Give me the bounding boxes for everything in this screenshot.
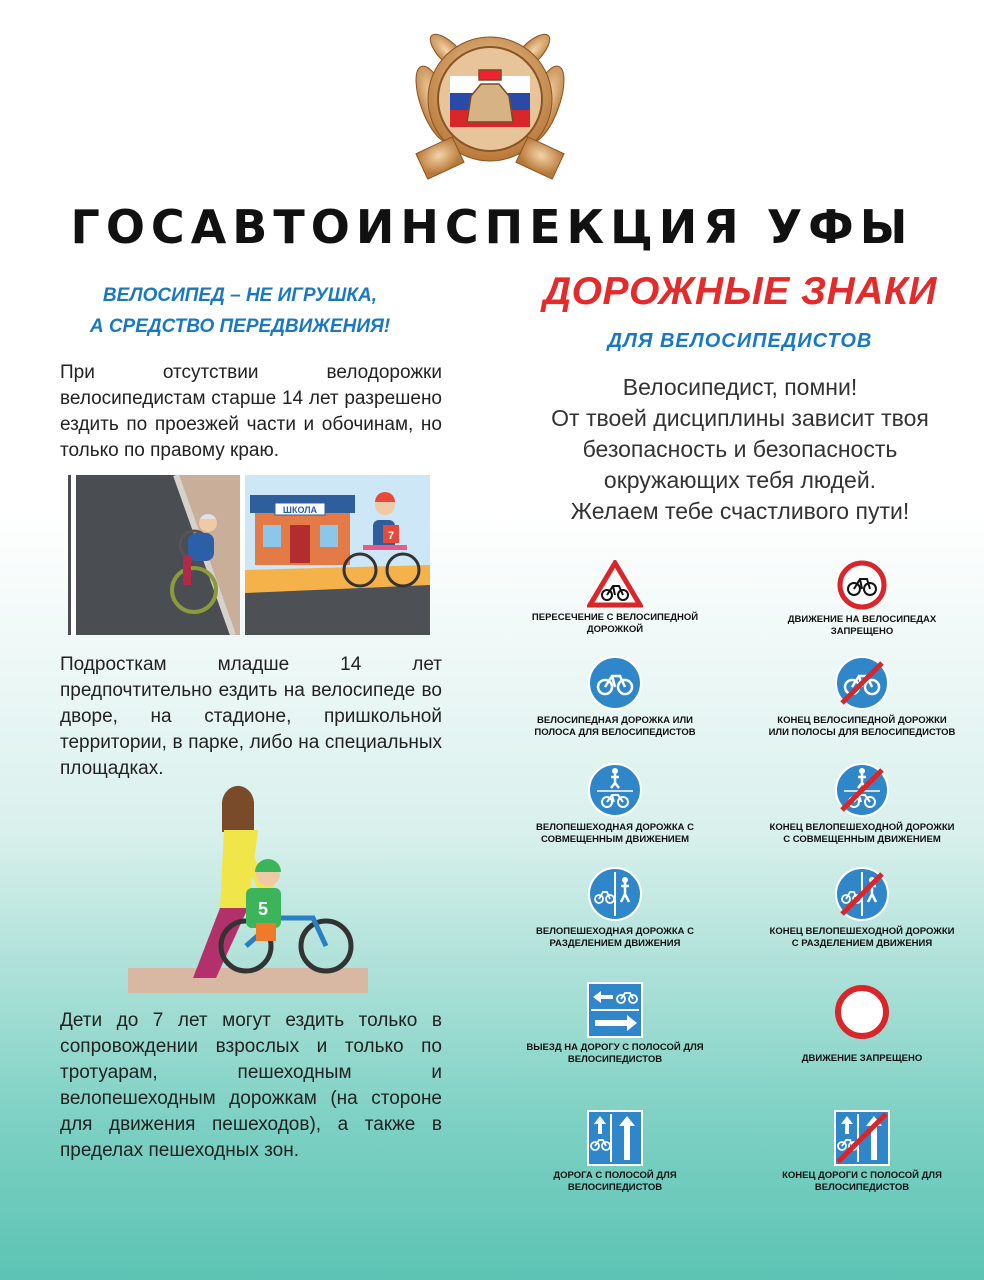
cyclist-on-road-illustration xyxy=(68,475,240,635)
motto-line-1: Велосипедист, помни! xyxy=(622,374,858,400)
school-cyclist-illustration xyxy=(245,475,430,635)
end-segregated-path-icon xyxy=(834,866,890,922)
segregated-path-icon xyxy=(587,866,643,922)
end-bicycle-path-icon xyxy=(834,655,890,711)
cyclist-number-5: 5 xyxy=(257,899,269,919)
sign-caption: ДВИЖЕНИЕ НА ВЕЛОСИПЕДАХ ЗАПРЕЩЕНО xyxy=(787,614,937,637)
road-signs-title: ДОРОЖНЫЕ ЗНАКИ xyxy=(543,270,937,313)
school-sign-text: ШКОЛА xyxy=(282,505,318,515)
lead-title-line-2: А СРЕДСТВО ПЕРЕДВИЖЕНИЯ! xyxy=(89,316,391,337)
agency-title: ГОСАВТОИНСПЕКЦИЯ УФЫ xyxy=(70,200,914,254)
shared-path-icon xyxy=(587,762,643,818)
sign-caption: КОНЕЦ ВЕЛОПЕШЕХОДНОЙ ДОРОЖКИ С СОВМЕЩЕННЫМ ДВИЖЕНИЕМ xyxy=(769,822,955,845)
bicycle-path-icon xyxy=(587,655,643,711)
cyclist-number-7: 7 xyxy=(387,530,395,542)
motto-line-4: окружающих тебя людей. xyxy=(603,467,877,493)
paragraph-under-7: Дети до 7 лет могут ездить только в сопровождении взрослых и только по тротуарам, пешеходным и велопешеходным дорожкам (на стороне для движения пешеходов), а также в пределах пешеходных зон. xyxy=(60,1010,442,1161)
no-entry-icon xyxy=(835,985,889,1039)
road-signs-subtitle: ДЛЯ ВЕЛОСИПЕДИСТОВ xyxy=(607,330,873,352)
parent-child-cyclist-illustration xyxy=(128,778,368,993)
sign-no-entry xyxy=(767,985,957,1065)
sign-caption: ВЕЛОСИПЕДНАЯ ДОРОЖКА ИЛИ ПОЛОСА ДЛЯ ВЕЛОСИПЕДИСТОВ xyxy=(534,715,696,738)
end-road-with-bike-lane-icon xyxy=(834,1110,890,1166)
cyclist-motto xyxy=(520,372,960,527)
sign-bicycle-crossing xyxy=(520,560,710,636)
lead-title xyxy=(40,280,440,342)
sign-end-segregated-path xyxy=(767,866,957,950)
sign-road-with-bike-lane xyxy=(520,1110,710,1194)
exit-to-bike-lane-road-icon xyxy=(587,982,643,1038)
sign-shared-path xyxy=(520,762,710,846)
paragraph-under-14: Подросткам младше 14 лет предпочтительно ездить на велосипеде во дворе, на стадионе, пришкольной территории, в парке, либо на специальных площадках. xyxy=(60,654,442,779)
sign-caption: ДОРОГА С ПОЛОСОЙ ДЛЯ ВЕЛОСИПЕДИСТОВ xyxy=(553,1170,677,1193)
sign-end-shared-path xyxy=(767,762,957,846)
road-with-bike-lane-icon xyxy=(587,1110,643,1166)
motto-line-5: Желаем тебе счастливого пути! xyxy=(570,498,910,524)
end-shared-path-icon xyxy=(834,762,890,818)
no-bicycles-icon xyxy=(837,560,887,610)
sign-caption: ДВИЖЕНИЕ ЗАПРЕЩЕНО xyxy=(801,1053,923,1064)
lead-title-line-1: ВЕЛОСИПЕД – НЕ ИГРУШКА, xyxy=(102,285,378,306)
paragraph-over-14: При отсутствии велодорожки велосипедистам старше 14 лет разрешено ездить по проезжей части и обочинам, но только по правому краю. xyxy=(60,362,442,461)
sign-caption: ВЕЛОПЕШЕХОДНАЯ ДОРОЖКА С СОВМЕЩЕННЫМ ДВИЖЕНИЕМ xyxy=(536,822,694,845)
sign-no-bicycles xyxy=(767,560,957,638)
sign-end-bicycle-path xyxy=(767,655,957,739)
sign-segregated-path xyxy=(520,866,710,950)
sign-end-road-with-bike-lane xyxy=(767,1110,957,1194)
sign-caption: ПЕРЕСЕЧЕНИЕ С ВЕЛОСИПЕДНОЙ ДОРОЖКОЙ xyxy=(531,612,699,635)
motto-line-2: От твоей дисциплины зависит твоя xyxy=(551,405,929,431)
sign-caption: КОНЕЦ ВЕЛОПЕШЕХОДНОЙ ДОРОЖКИ С РАЗДЕЛЕНИЕМ ДВИЖЕНИЯ xyxy=(769,926,955,949)
sign-caption: ВЕЛОПЕШЕХОДНАЯ ДОРОЖКА С РАЗДЕЛЕНИЕМ ДВИЖЕНИЯ xyxy=(536,926,694,949)
traffic-police-emblem xyxy=(395,14,585,194)
sign-caption: КОНЕЦ ВЕЛОСИПЕДНОЙ ДОРОЖКИ ИЛИ ПОЛОСЫ ДЛЯ ВЕЛОСИПЕДИСТОВ xyxy=(768,715,956,738)
sign-bicycle-path xyxy=(520,655,710,739)
bicycle-crossing-warning-icon xyxy=(587,560,643,608)
sign-exit-to-bike-lane-road xyxy=(520,982,710,1066)
sign-caption: ВЫЕЗД НА ДОРОГУ С ПОЛОСОЙ ДЛЯ ВЕЛОСИПЕДИСТОВ xyxy=(526,1042,704,1065)
sign-caption: КОНЕЦ ДОРОГИ С ПОЛОСОЙ ДЛЯ ВЕЛОСИПЕДИСТОВ xyxy=(782,1170,942,1193)
motto-line-3: безопасность и безопасность xyxy=(582,436,898,462)
